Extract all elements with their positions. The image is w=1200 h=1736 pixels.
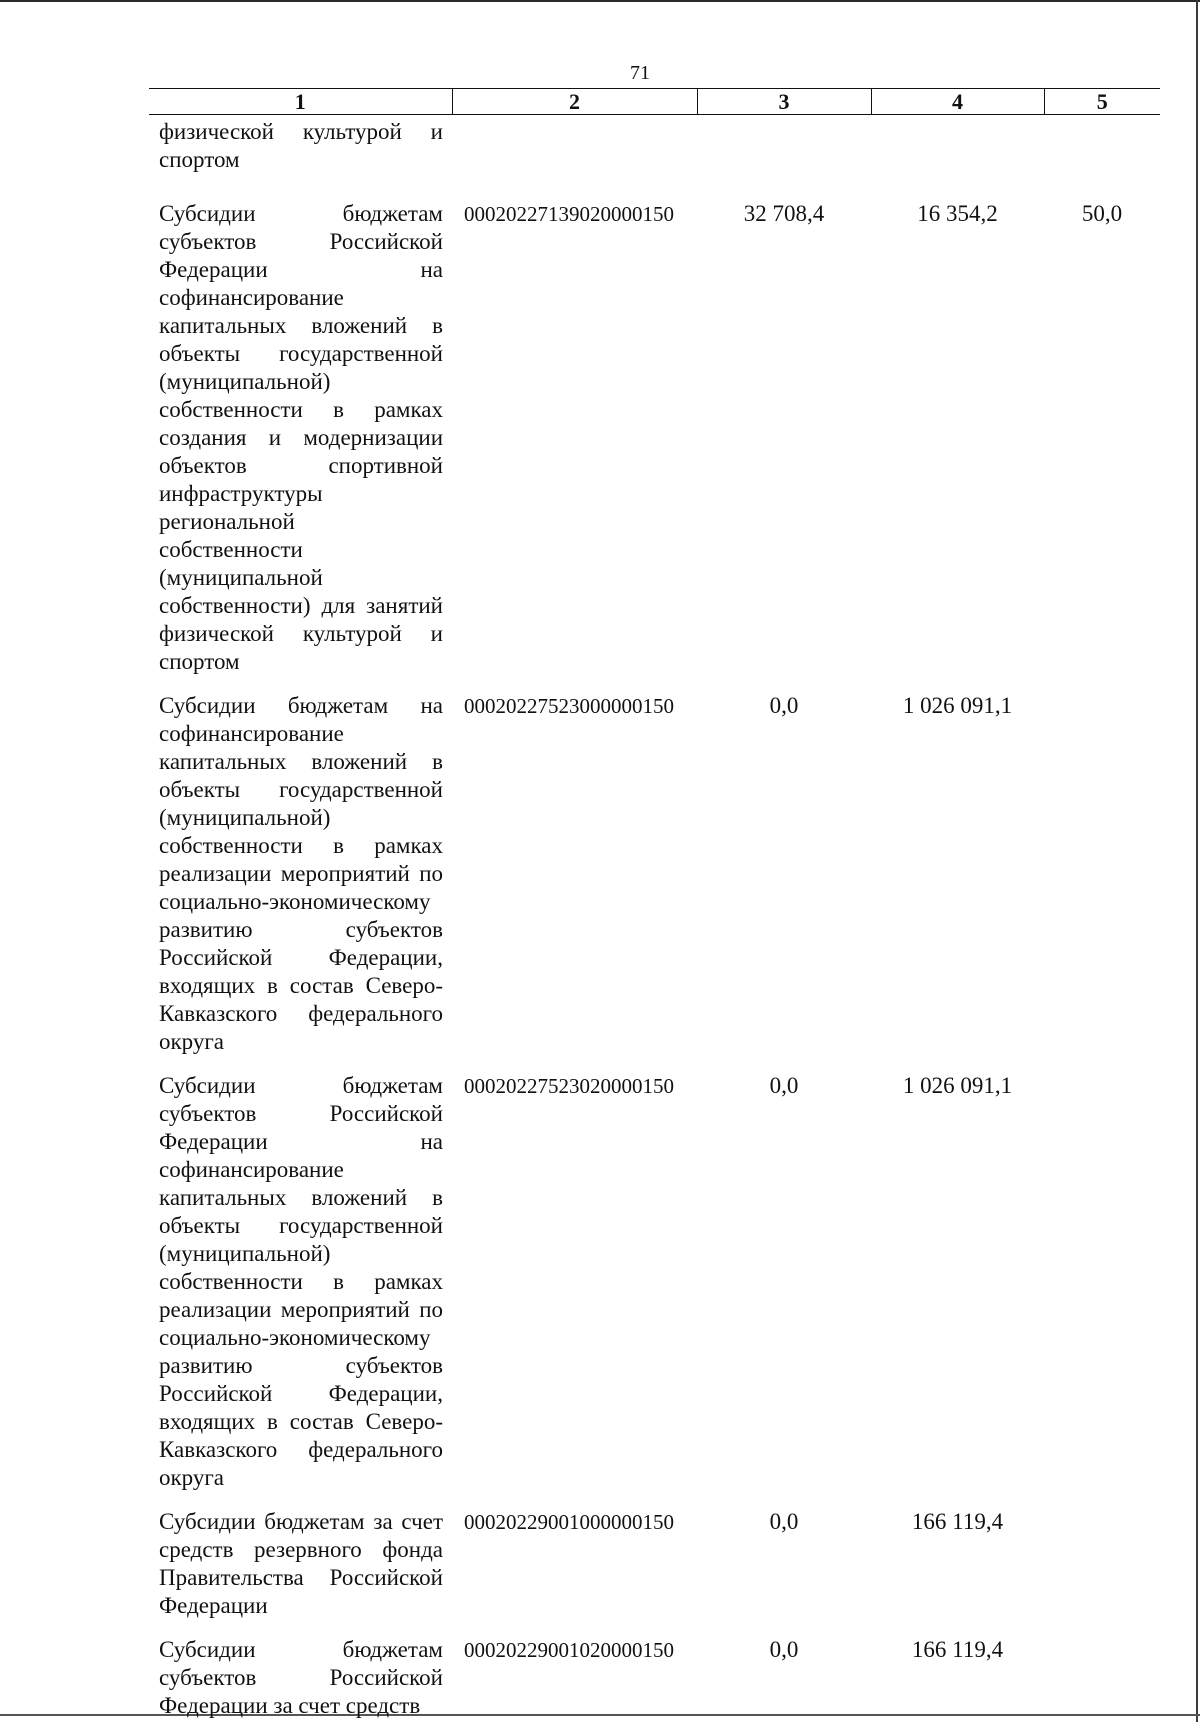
table-row bbox=[149, 115, 1160, 201]
row-code: 00020227523020000150 bbox=[452, 1072, 697, 1508]
row-col5 bbox=[1044, 115, 1160, 201]
row-name: Субсидии бюджетам за счет средств резервного фонда Правительства Российской Федерации bbox=[149, 1508, 452, 1636]
row-code: 00020227523000000150 bbox=[452, 692, 697, 1072]
scan-edge-right bbox=[1196, 0, 1198, 1722]
row-name: физической культурой и спортом bbox=[149, 115, 452, 201]
row-col3: 0,0 bbox=[697, 1508, 871, 1636]
row-col5 bbox=[1044, 1636, 1160, 1736]
table-row bbox=[149, 1636, 1160, 1736]
row-name: Субсидии бюджетам на софинансирование капитальных вложений в объекты государственной (муниципальной) собственности в рамках реализации мероприятий по социально-экономическому развитию субъектов Российской Федерации, входящих в состав Северо-Кавказского федерального округа bbox=[149, 692, 452, 1072]
row-col4: 1 026 091,1 bbox=[871, 1072, 1044, 1508]
row-col4: 16 354,2 bbox=[871, 200, 1044, 692]
table-row bbox=[149, 1072, 1160, 1508]
table-row bbox=[149, 692, 1160, 1072]
row-col3 bbox=[697, 115, 871, 201]
header-row bbox=[149, 89, 1160, 115]
page-number: 71 bbox=[0, 62, 1200, 85]
budget-table bbox=[149, 88, 1160, 1736]
header-col-5: 5 bbox=[1044, 89, 1160, 115]
row-col4 bbox=[871, 115, 1044, 201]
row-code: 00020227139020000150 bbox=[452, 200, 697, 692]
row-col3: 32 708,4 bbox=[697, 200, 871, 692]
row-col5 bbox=[1044, 1508, 1160, 1636]
row-code bbox=[452, 115, 697, 201]
row-col5 bbox=[1044, 1072, 1160, 1508]
row-name: Субсидии бюджетам субъектов Российской Федерации за счет средств bbox=[149, 1636, 452, 1736]
row-col4: 166 119,4 bbox=[871, 1508, 1044, 1636]
row-col3: 0,0 bbox=[697, 692, 871, 1072]
header-col-1: 1 bbox=[149, 89, 452, 115]
row-col4: 166 119,4 bbox=[871, 1636, 1044, 1736]
row-col5: 50,0 bbox=[1044, 200, 1160, 692]
row-col4: 1 026 091,1 bbox=[871, 692, 1044, 1072]
table-body bbox=[149, 115, 1160, 1736]
row-col3: 0,0 bbox=[697, 1072, 871, 1508]
row-code: 00020229001000000150 bbox=[452, 1508, 697, 1636]
scan-edge-top bbox=[0, 0, 1200, 2]
header-col-3: 3 bbox=[697, 89, 871, 115]
row-code: 00020229001020000150 bbox=[452, 1636, 697, 1736]
header-col-2: 2 bbox=[452, 89, 697, 115]
header-col-4: 4 bbox=[871, 89, 1044, 115]
row-name: Субсидии бюджетам субъектов Российской Федерации на софинансирование капитальных вложений в объекты государственной (муниципальной) собственности в рамках реализации мероприятий по социально-экономическому развитию субъектов Российской Федерации, входящих в состав Северо-Кавказского федерального округа bbox=[149, 1072, 452, 1508]
row-col5 bbox=[1044, 692, 1160, 1072]
row-col3: 0,0 bbox=[697, 1636, 871, 1736]
table-row bbox=[149, 200, 1160, 692]
table-row bbox=[149, 1508, 1160, 1636]
table-header bbox=[149, 89, 1160, 115]
row-name: Субсидии бюджетам субъектов Российской Федерации на софинансирование капитальных вложений в объекты государственной (муниципальной) собственности в рамках создания и модернизации объектов спортивной инфраструктуры региональной собственности (муниципальной собственности) для занятий физической культурой и спортом bbox=[149, 200, 452, 692]
